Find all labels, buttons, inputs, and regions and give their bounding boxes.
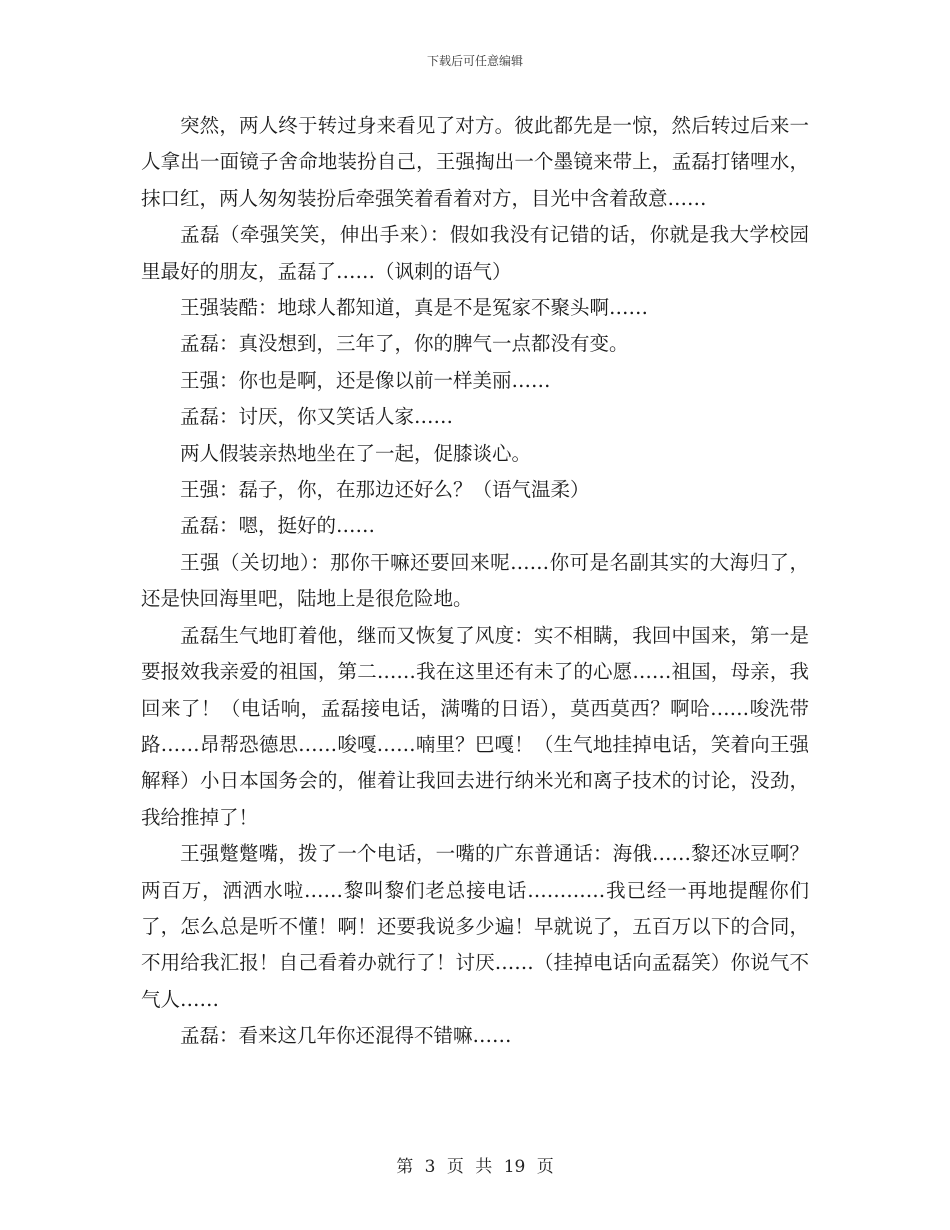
- paragraph: 王强蹩蹩嘴，拨了一个电话，一嘴的广东普通话：海俄……黎还冰豆啊？两百万，洒洒水啦……黎叫黎们老总接电话…………我已经一再地提醒你们了，怎么总是听不懂！啊！还要我说多少遍！早就说了，五百万以下的合同，不用给我汇报！自己看着办就行了！讨厌……（挂掉电话向孟磊笑）你说气不气人……: [141, 842, 809, 1011]
- paragraph: 王强：你也是啊，还是像以前一样美丽……: [180, 368, 551, 392]
- paragraph: 孟磊：真没想到，三年了，你的脾气一点都没有变。: [180, 332, 629, 356]
- paragraph: 孟磊生气地盯着他，继而又恢复了风度：实不相瞒，我回中国来，第一是要报效我亲爱的祖国，第二……我在这里还有未了的心愿……祖国，母亲，我回来了！（电话响，孟磊接电话，满嘴的日语），莫西莫西？啊哈……唆洗带路……昂帮恐德思……唆嘎……喃里？巴嘎！（生气地挂掉电话，笑着向王强解释）小日本国务会的，催着让我回去进行纳米光和离子技术的讨论，没劲，我给推掉了！: [141, 623, 809, 829]
- paragraph: 王强：磊子，你，在那边还好么？（语气温柔）: [180, 478, 590, 502]
- paragraph: 孟磊：看来这几年你还混得不错嘛……: [180, 1024, 512, 1048]
- paragraph: 王强装酷：地球人都知道，真是不是冤家不聚头啊……: [180, 296, 649, 320]
- body-text: [141, 108, 809, 1055]
- paragraph: 王强（关切地）：那你干嘛还要回来呢……你可是名副其实的大海归了，还是快回海里吧，陆地上是很危险地。: [141, 550, 809, 611]
- paragraph: 孟磊：讨厌，你又笑话人家……: [180, 405, 454, 429]
- paragraph: 孟磊（牵强笑笑，伸出手来）：假如我没有记错的话，你就是我大学校园里最好的朋友，孟磊了……（讽刺的语气）: [141, 223, 809, 283]
- page-number: 第 3 页 共 19 页: [396, 1157, 554, 1177]
- page-header: 下载后可任意编辑: [426, 54, 523, 68]
- paragraph: 孟磊：嗯，挺好的……: [180, 514, 376, 538]
- paragraph: 突然，两人终于转过身来看见了对方。彼此都先是一惊，然后转过后来一人拿出一面镜子舍命地装扮自己，王强掏出一个墨镜来带上，孟磊打锗哩水，抹口红，两人匆匆装扮后牵强笑着看着对方，目光中含着敌意……: [141, 114, 809, 210]
- paragraph: 两人假装亲热地坐在了一起，促膝谈心。: [180, 441, 532, 465]
